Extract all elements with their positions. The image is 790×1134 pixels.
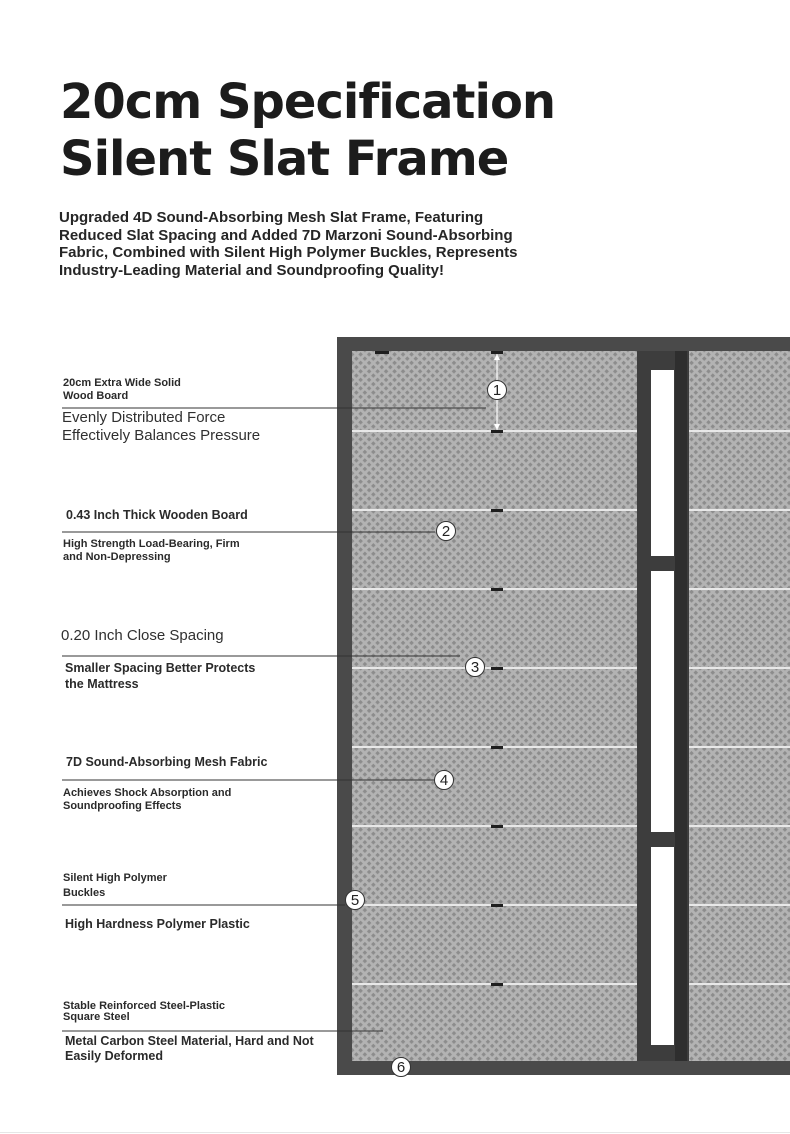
marker-4-number: 4 (439, 772, 449, 789)
left-slat-panel (352, 351, 637, 1061)
rail-slot-3 (651, 847, 674, 1045)
callout-2-title: 0.43 Inch Thick Wooden Board (66, 508, 248, 522)
callout-4-title: 7D Sound-Absorbing Mesh Fabric (66, 755, 268, 769)
callout-5-title: Silent High Polymer Buckles (63, 872, 167, 899)
marker-5-number: 5 (350, 892, 360, 909)
right-slat-panel (689, 351, 790, 1061)
callout-6-desc: Metal Carbon Steel Material, Hard and Not Easily Deformed (65, 1034, 314, 1063)
marker-2-number: 2 (441, 523, 451, 540)
marker-3-number: 3 (470, 659, 480, 676)
callout-1-desc: Evenly Distributed Force Effectively Balances Pressure (62, 409, 261, 444)
marker-1-number: 1 (492, 382, 502, 399)
callout-2-desc: High Strength Load-Bearing, Firm and Non-Depressing (63, 538, 240, 563)
callout-3-title: 0.20 Inch Close Spacing (61, 627, 224, 644)
rail-slot-2 (651, 571, 674, 832)
intro-paragraph: Upgraded 4D Sound-Absorbing Mesh Slat Frame, Featuring Reduced Slat Spacing and Added 7D Marzoni Sound-Absorbing Fabric, Combined with Silent High Polymer Buckles, Represents Industry-Leading Material and Soundproofing Quality! (59, 209, 518, 279)
title-line-2: Silent Slat Frame (60, 131, 509, 187)
bottom-divider (0, 1132, 790, 1133)
callout-3-desc: Smaller Spacing Better Protects the Mattress (65, 661, 256, 691)
callout-4-desc: Achieves Shock Absorption and Soundproofing Effects (63, 787, 232, 812)
title-line-1: 20cm Specification (60, 74, 556, 130)
callout-6-title: Stable Reinforced Steel-Plastic Square Steel (63, 1000, 225, 1023)
rail-slot-1 (651, 370, 674, 556)
callout-5-desc: High Hardness Polymer Plastic (65, 917, 250, 931)
callout-1-title: 20cm Extra Wide Solid Wood Board (63, 377, 181, 402)
marker-6-number: 6 (396, 1059, 406, 1076)
